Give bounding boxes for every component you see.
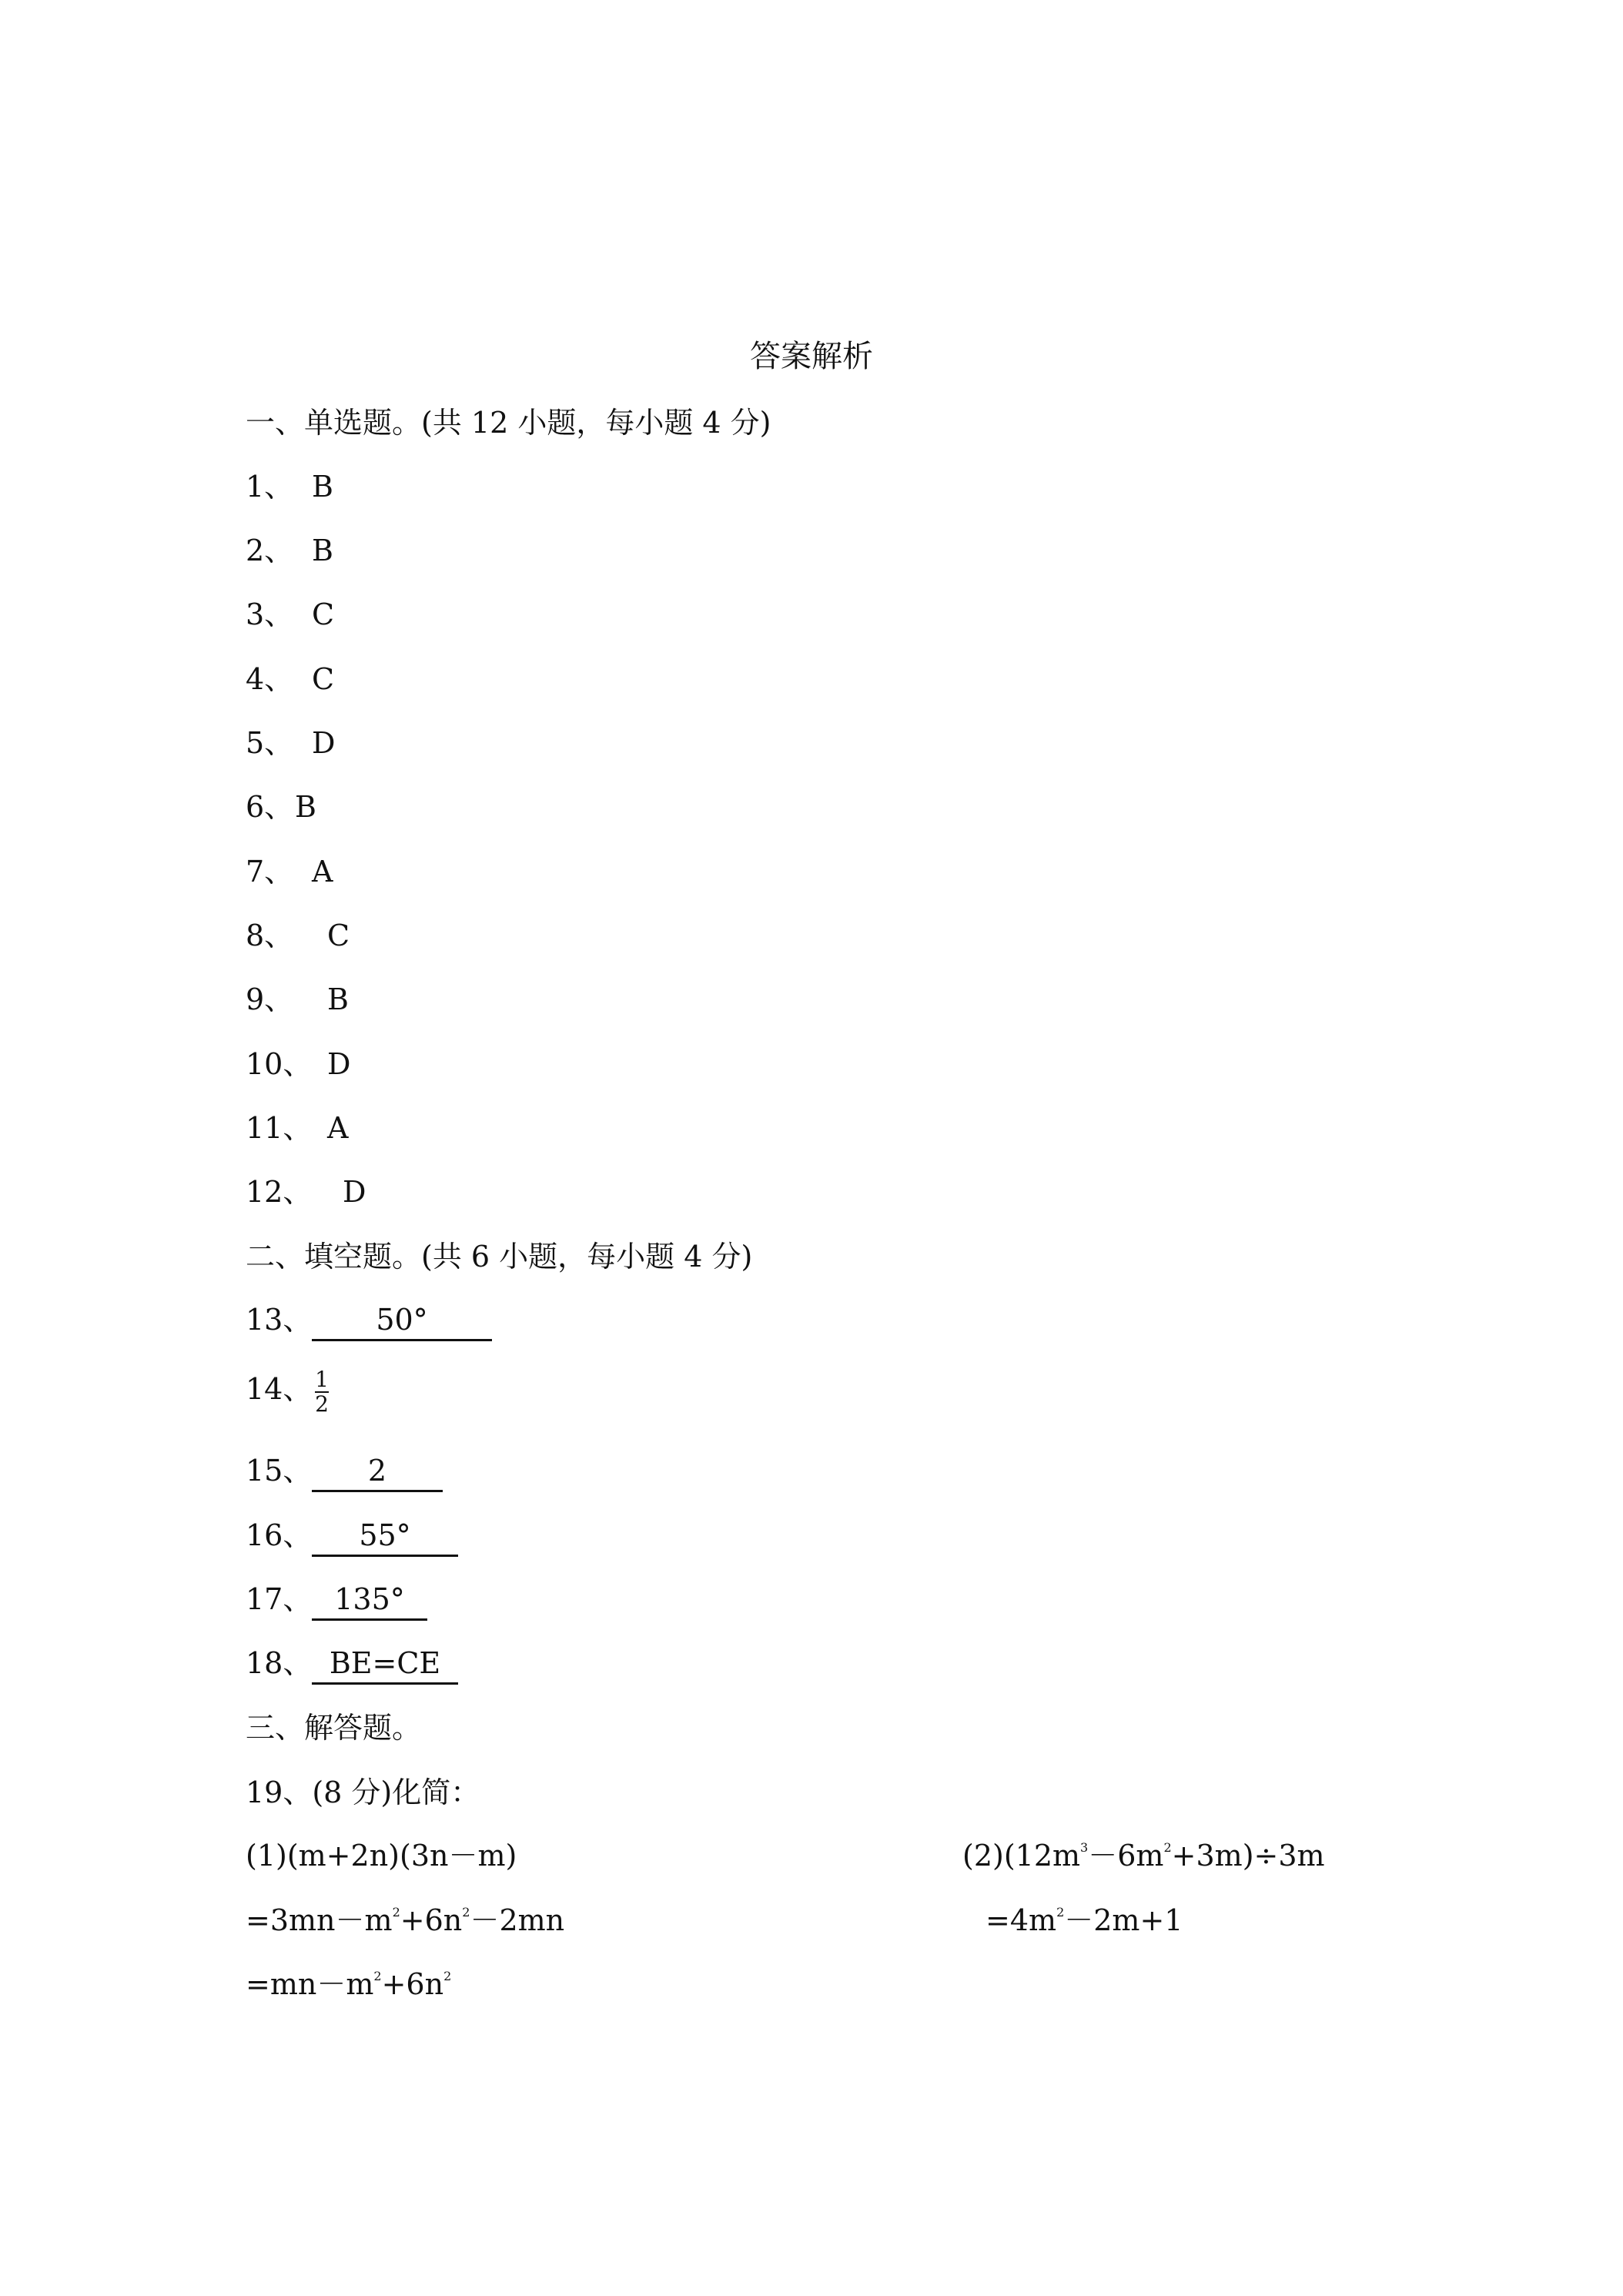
answer-value: B: [312, 470, 333, 504]
question-number: 5、: [246, 726, 294, 760]
section-heading-solutions: 三、解答题。: [246, 1711, 422, 1745]
answer-value: D: [343, 1175, 366, 1209]
answer-value: C: [327, 919, 350, 952]
answer-item: [246, 850, 333, 893]
question-number: 17、: [246, 1582, 313, 1616]
part1-problem: (1)(m+2n)(3n－m): [246, 1839, 517, 1873]
question-number: 2、: [246, 534, 294, 567]
part2-problem: $(2)(12m^3-6m^2+3m)\div 3m$: [962, 1839, 1325, 1873]
answer-item: [246, 1170, 366, 1213]
question-number: 4、: [246, 662, 294, 696]
answer-item: [246, 658, 334, 701]
part1-step1: $=3mn-m^2+6n^2-2mn$: [246, 1903, 565, 1937]
answer-value: B: [295, 790, 316, 824]
question-number: 11、: [246, 1111, 313, 1145]
answer-item: [246, 1043, 350, 1086]
question-number: 6、: [246, 790, 294, 824]
question-number: 1、: [246, 470, 294, 504]
section-heading-fill-blank: 二、填空题。(共 6 小题，每小题 4 分): [246, 1240, 753, 1274]
page-title: 答案解析: [750, 339, 873, 374]
answer-value: C: [312, 597, 335, 631]
answer-value: B: [312, 534, 333, 567]
question-number: 18、: [246, 1646, 313, 1680]
question-heading: 19、(8 分)化简：: [246, 1776, 480, 1809]
question-number: 16、: [246, 1518, 313, 1552]
question-number: 14、: [246, 1372, 313, 1406]
answer-item: [246, 529, 333, 572]
question-number: 15、: [246, 1454, 313, 1488]
question-number: 13、: [246, 1303, 313, 1337]
question-number: 8、: [246, 919, 294, 952]
question-number: 3、: [246, 597, 294, 631]
answer-item: [246, 593, 334, 636]
answer-blank: 55°: [312, 1516, 458, 1557]
answer-value: A: [327, 1111, 349, 1145]
answer-item: [246, 721, 335, 765]
exponent: 2: [392, 1905, 400, 1919]
answer-item: [246, 785, 316, 828]
answer-item: [246, 1449, 443, 1492]
answer-value: C: [312, 662, 335, 696]
question-number: 9、: [246, 982, 294, 1016]
fraction-denominator: 2: [315, 1391, 329, 1417]
exponent: 2: [443, 1969, 452, 1983]
part1-step2: $=mn-m^2+6n^2$: [246, 1967, 452, 2001]
question-number: 12、: [246, 1175, 313, 1209]
answer-blank: 50°: [312, 1300, 492, 1341]
answer-value: A: [312, 855, 333, 889]
answer-value: D: [327, 1047, 351, 1081]
answer-value: B: [327, 982, 349, 1016]
exponent: 2: [1056, 1905, 1065, 1919]
question-number: 10、: [246, 1047, 313, 1081]
answer-item: [246, 1298, 492, 1341]
exponent: 2: [1163, 1840, 1172, 1855]
fraction: [315, 1368, 329, 1416]
answer-item: [246, 1367, 329, 1416]
answer-item: [246, 914, 350, 957]
fraction-numerator: 1: [315, 1366, 329, 1392]
answer-item: [246, 465, 333, 508]
question-number: 7、: [246, 855, 294, 889]
answer-value: D: [312, 726, 336, 760]
answer-blank: 135°: [312, 1580, 427, 1621]
part2-step1: $=4m^2-2m+1$: [986, 1903, 1183, 1937]
exponent: 3: [1080, 1840, 1089, 1855]
answer-item: [246, 1642, 458, 1685]
answer-item: [246, 1106, 348, 1150]
answer-item: [246, 1578, 427, 1621]
answer-item: [246, 1514, 458, 1557]
section-heading-single-choice: 一、单选题。(共 12 小题，每小题 4 分): [246, 406, 771, 440]
answer-blank: BE=CE: [312, 1644, 458, 1685]
answer-item: [246, 978, 349, 1021]
exponent: 2: [462, 1905, 470, 1919]
exponent: 2: [373, 1969, 382, 1983]
answer-blank: 2: [312, 1451, 443, 1492]
